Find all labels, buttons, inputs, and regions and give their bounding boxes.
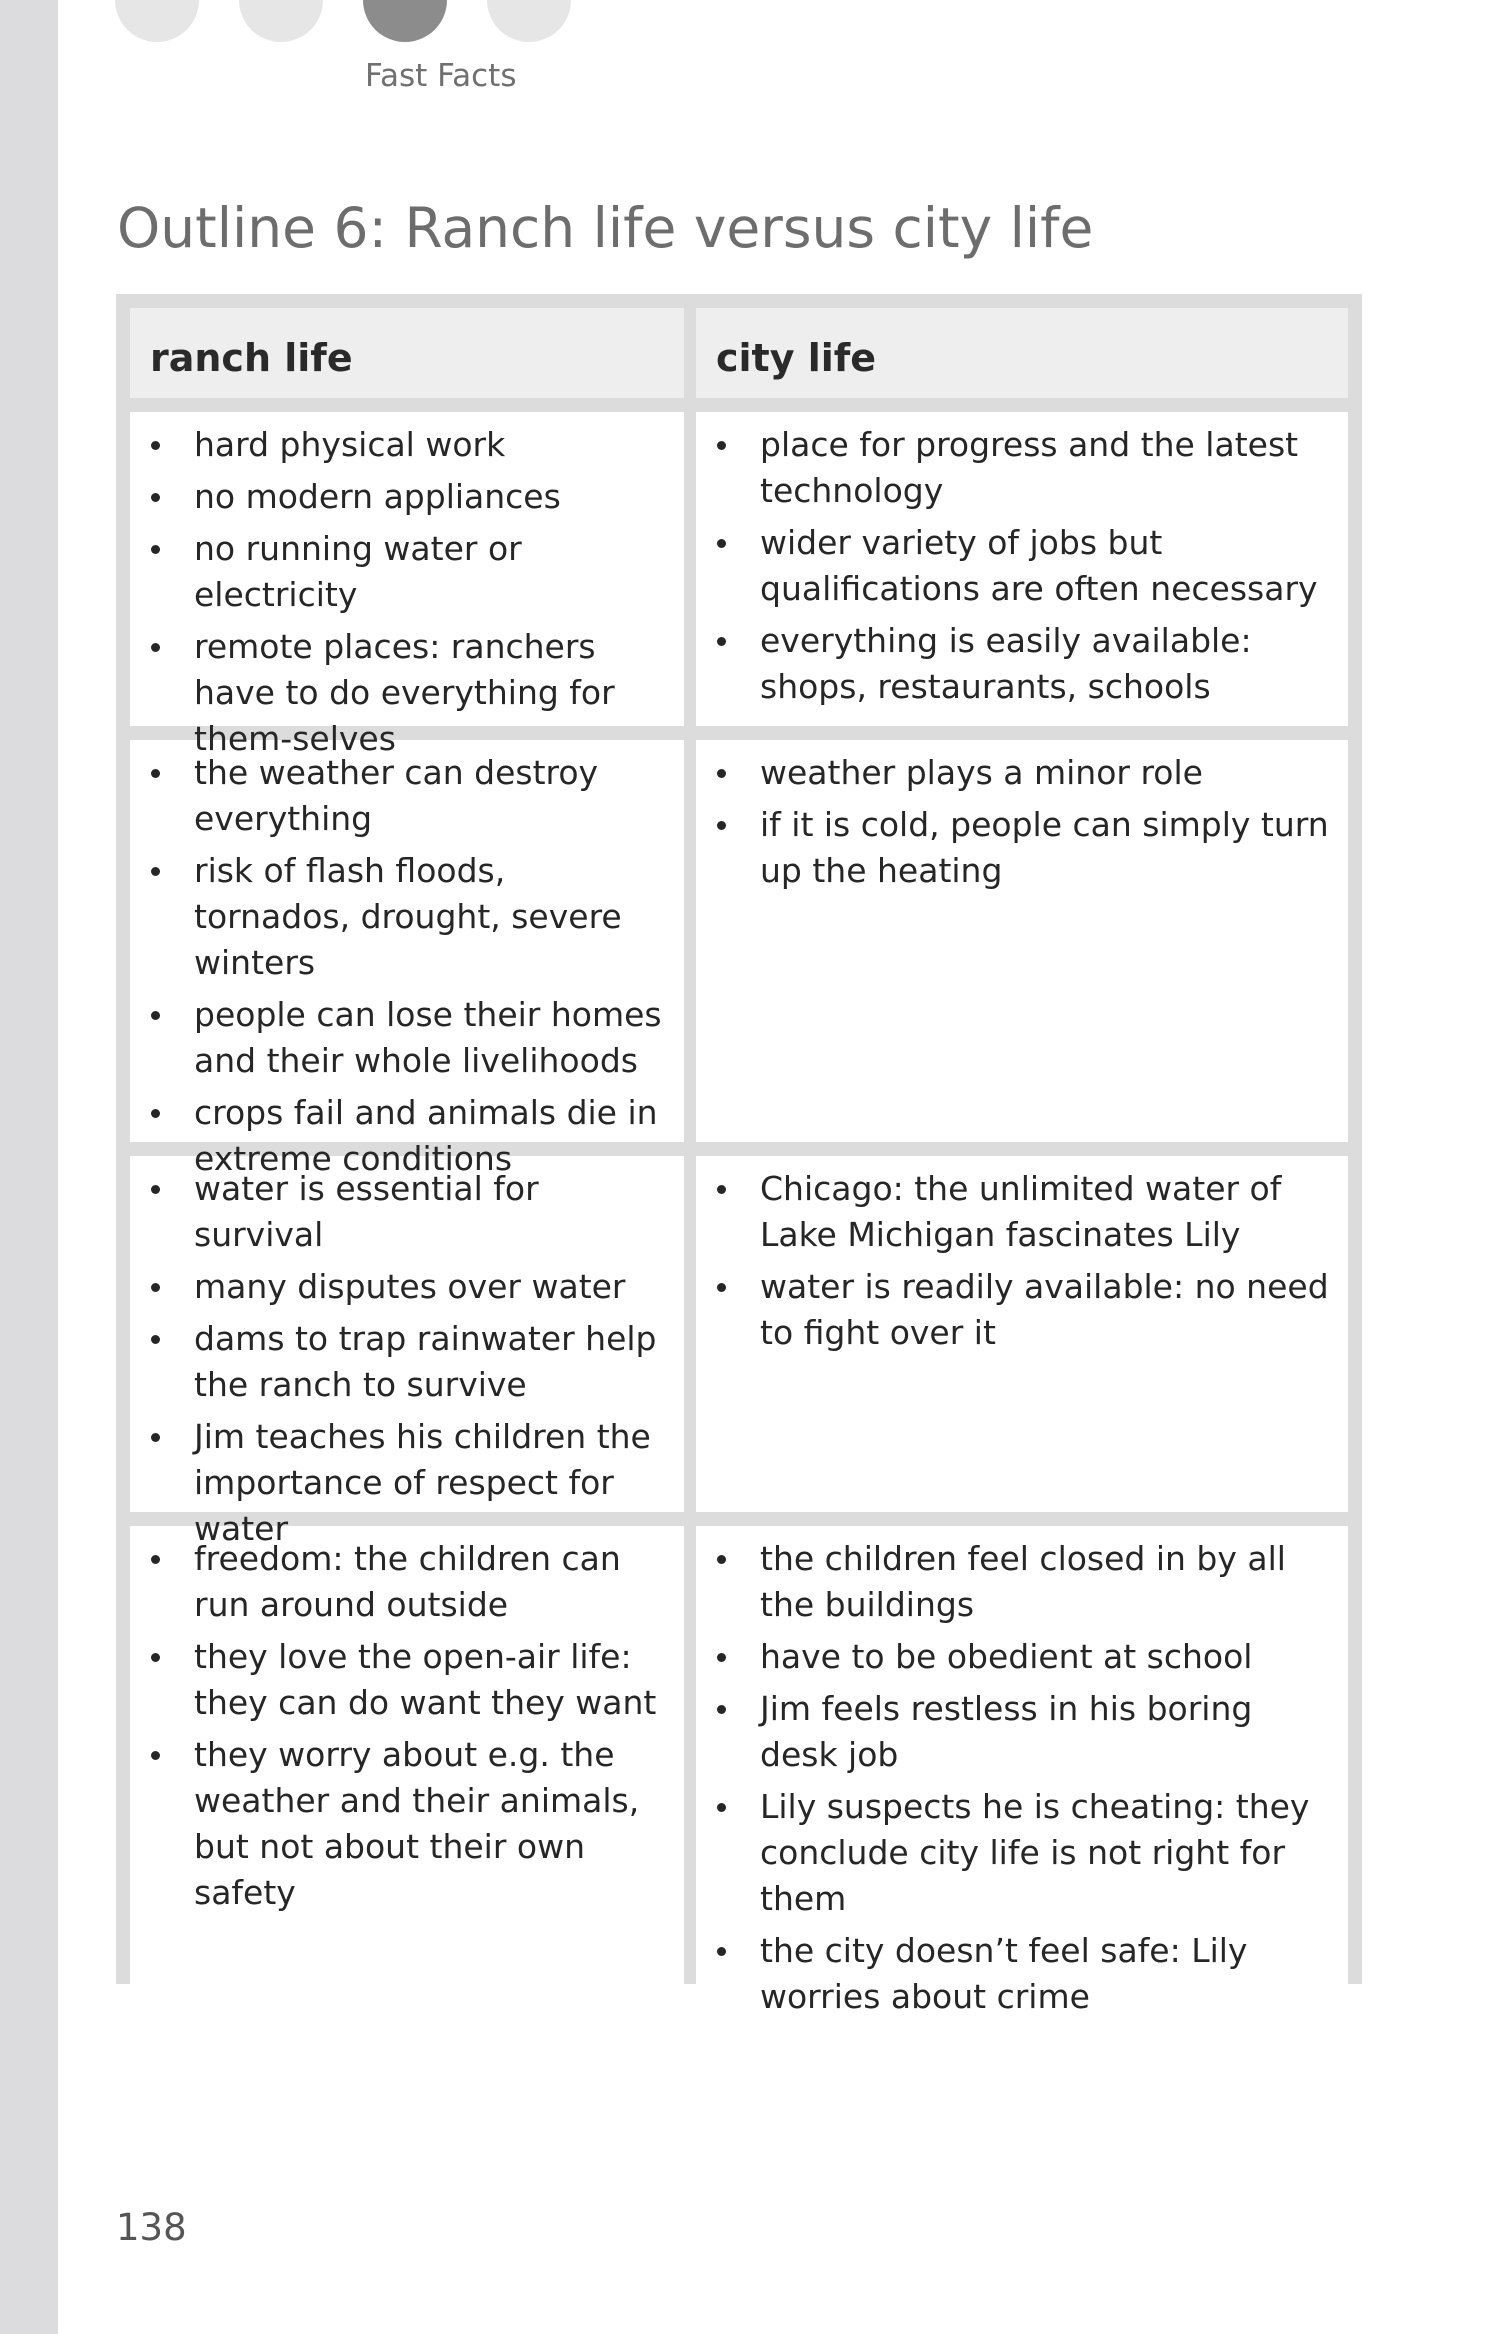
list-item: Chicago: the unlimited water of Lake Michigan fascinates Lily	[714, 1166, 1332, 1258]
progress-dot	[239, 0, 323, 42]
bullet-list	[148, 422, 668, 762]
bullet-list	[714, 750, 1332, 894]
bullet-list	[714, 422, 1332, 710]
progress-dot	[115, 0, 199, 42]
list-item: the children feel closed in by all the buildings	[714, 1536, 1332, 1628]
chapter-progress-dots	[0, 0, 700, 50]
list-item: no modern appliances	[148, 474, 668, 520]
table-cell-city	[696, 1526, 1348, 2016]
column-header-label: ranch life	[150, 336, 353, 380]
table-cell-ranch	[130, 1156, 684, 1548]
page-title: Outline 6: Ranch life versus city life	[117, 196, 1094, 260]
list-item: have to be obedient at school	[714, 1634, 1332, 1680]
list-item: the city doesn’t feel safe: Lily worries about crime	[714, 1928, 1332, 2020]
progress-dot	[487, 0, 571, 42]
list-item: dams to trap rainwater help the ranch to survive	[148, 1316, 668, 1408]
column-header-label: city life	[716, 336, 877, 380]
list-item: Lily suspects he is cheating: they conclude city life is not right for them	[714, 1784, 1332, 1922]
bullet-list	[148, 1536, 668, 1916]
bullet-list	[148, 750, 668, 1182]
table-cell-city	[696, 412, 1348, 726]
list-item: everything is easily available: shops, restaurants, schools	[714, 618, 1332, 710]
list-item: place for progress and the latest technology	[714, 422, 1332, 514]
list-item: wider variety of jobs but qualifications are often necessary	[714, 520, 1332, 612]
page-number: 138	[116, 2206, 187, 2249]
column-header-city	[696, 308, 1348, 398]
comparison-table	[116, 294, 1362, 2016]
list-item: freedom: the children can run around outside	[148, 1536, 668, 1628]
column-header-ranch	[130, 308, 684, 398]
list-item: they love the open-air life: they can do want they want	[148, 1634, 668, 1726]
table-cell-city	[696, 740, 1348, 1142]
bullet-list	[714, 1166, 1332, 1356]
bullet-list	[148, 1166, 668, 1552]
table-cell-ranch	[130, 412, 684, 758]
list-item: they worry about e.g. the weather and their animals, but not about their own safety	[148, 1732, 668, 1916]
list-item: weather plays a minor role	[714, 750, 1332, 796]
list-item: risk of flash floods, tornados, drought, severe winters	[148, 848, 668, 986]
page-edge-strip	[0, 0, 58, 2334]
table-cell-ranch	[130, 740, 684, 1178]
list-item: water is readily available: no need to fight over it	[714, 1264, 1332, 1356]
list-item: water is essential for survival	[148, 1166, 668, 1258]
list-item: many disputes over water	[148, 1264, 668, 1310]
running-head: Fast Facts	[365, 58, 517, 94]
list-item: Jim feels restless in his boring desk job	[714, 1686, 1332, 1778]
list-item: remote places: ranchers have to do everything for them-selves	[148, 624, 668, 762]
list-item: if it is cold, people can simply turn up the heating	[714, 802, 1332, 894]
list-item: no running water or electricity	[148, 526, 668, 618]
list-item: crops fail and animals die in extreme conditions	[148, 1090, 668, 1182]
bullet-list	[714, 1536, 1332, 2020]
list-item: people can lose their homes and their whole livelihoods	[148, 992, 668, 1084]
comparison-grid	[130, 308, 1348, 2016]
table-cell-city	[696, 1156, 1348, 1512]
progress-dot-active	[363, 0, 447, 42]
list-item: the weather can destroy everything	[148, 750, 668, 842]
list-item: hard physical work	[148, 422, 668, 468]
table-cell-ranch	[130, 1526, 684, 1984]
list-item: Jim teaches his children the importance of respect for water	[148, 1414, 668, 1552]
